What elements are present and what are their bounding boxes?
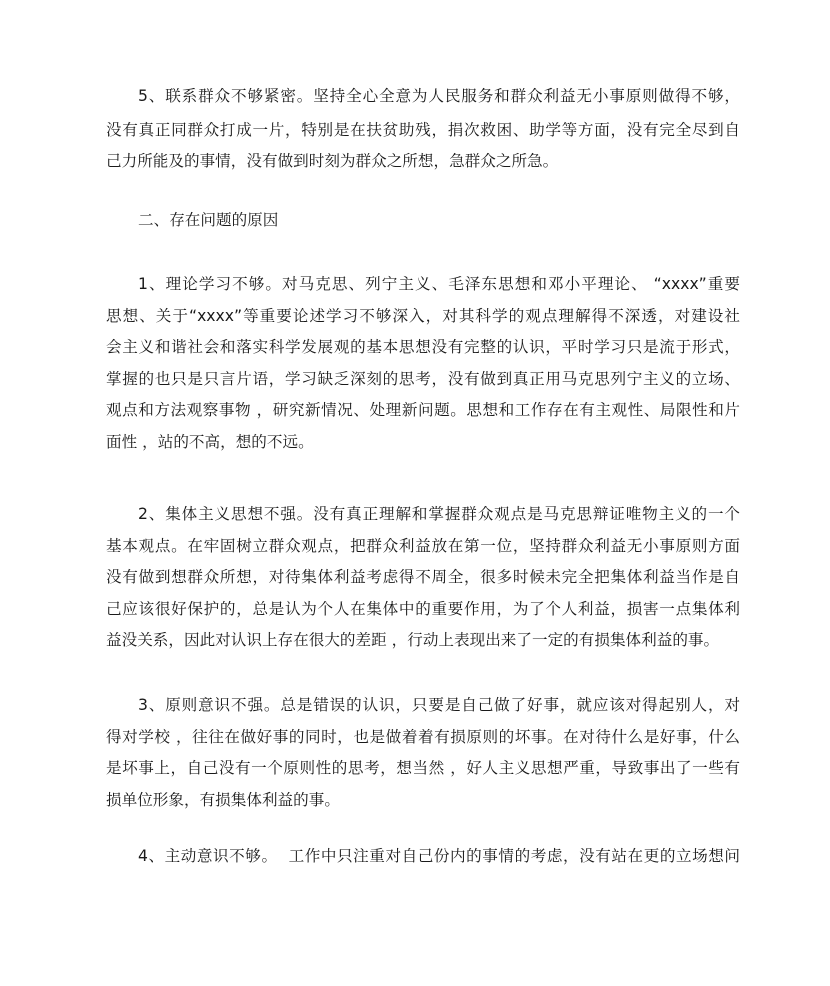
text-line: 观点和方法观察事物 ，研究新情况、处理新问题。思想和工作存在有主观性、局限性和片 (106, 401, 740, 419)
text-line: 掌握的也只是只言片语，学习缺乏深刻的思考，没有做到真正用马克思列宁主义的立场、 (106, 369, 740, 388)
reason-3 (106, 690, 740, 816)
text-line: 己应该很好保护的，总是认为个人在集体中的重要作用，为了个人利益，损害一点集体利 (106, 599, 740, 618)
text-line: 思想、关于“xxxx”等重要论述学习不够深入，对其科学的观点理解得不深透，对建设社 (106, 306, 740, 325)
reason-1 (106, 269, 740, 458)
reason-4 (106, 841, 740, 873)
text-line: 1、理论学习不够。对马克思、列宁主义、毛泽东思想和邓小平理论、 “xxxx”重要 (138, 275, 740, 293)
paragraph-5 (106, 81, 740, 178)
text-line: 没有真正同群众打成一片，特别是在扶贫助残，捐次救困、助学等方面，没有完全尽到自 (106, 120, 740, 139)
text-line: 基本观点。在牢固树立群众观点，把群众利益放在第一位，坚持群众利益无小事原则方面 (106, 536, 740, 555)
text-line: 5、联系群众不够紧密。坚持全心全意为人民服务和群众利益无小事原则做得不够， (138, 87, 740, 105)
heading-text: 二、存在问题的原因 (138, 211, 279, 229)
text-line: 4、主动意识不够。 工作中只注重对自己份内的事情的考虑，没有站在更的立场想问 (138, 847, 740, 865)
text-line: 损单位形象，有损集体利益的事。 (106, 790, 340, 809)
text-line: 面性 ，站的不高，想的不远。 (106, 432, 314, 451)
text-line: 2、集体主义思想不强。没有真正理解和掌握群众观点是马克思辩证唯物主义的一个 (138, 505, 740, 523)
text-line: 是坏事上，自己没有一个原则性的思考，想当然 ，好人主义思想严重，导致事出了一些有 (106, 759, 740, 777)
section-heading (106, 205, 740, 237)
text-line: 得对学校 ，往往在做好事的同时，也是做着着有损原则的坏事。在对待什么是好事，什么 (106, 727, 740, 746)
reason-2 (106, 499, 740, 657)
text-line: 己力所能及的事情，没有做到时刻为群众之所想，急群众之所急。 (106, 152, 559, 170)
text-line: 没有做到想群众所想，对待集体利益考虑得不周全，很多时候未完全把集体利益当作是自 (106, 568, 740, 586)
text-line: 会主义和谐社会和落实科学发展观的基本思想没有完整的认识，平时学习只是流于形式， (106, 338, 740, 356)
text-line: 益没关系，因此对认识上存在很大的差距 ，行动上表现出来了一定的有损集体利益的事。 (106, 631, 720, 649)
text-line: 3、原则意识不强。总是错误的认识，只要是自己做了好事，就应该对得起别人，对 (138, 696, 740, 714)
